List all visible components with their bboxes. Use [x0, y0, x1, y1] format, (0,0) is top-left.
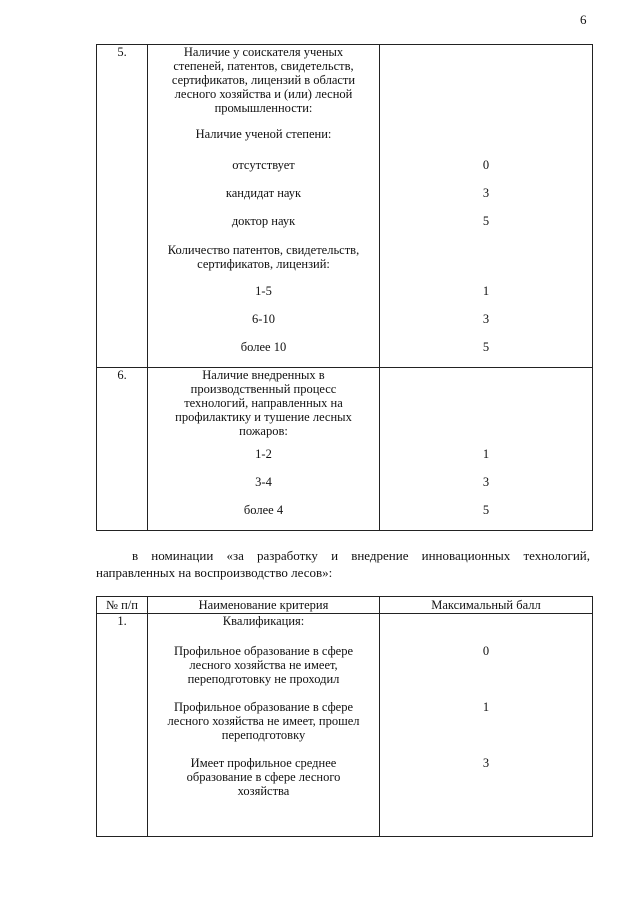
- criterion-cell: [148, 614, 380, 837]
- title-line: Наличие внедренных в: [202, 368, 325, 382]
- option-label: 6-10: [252, 312, 275, 326]
- option-score: 1: [482, 447, 490, 461]
- criterion-cell: [148, 368, 380, 531]
- item-line: лесного хозяйства не имеет, прошел: [167, 714, 360, 728]
- option-score: 5: [482, 340, 490, 354]
- title-line: сертификатов, лицензий в области: [171, 73, 356, 87]
- item-score: 3: [482, 756, 490, 770]
- title-line: промышленности:: [214, 101, 313, 115]
- criterion-item: [148, 756, 379, 798]
- option-score: 1: [482, 284, 490, 298]
- criterion-title: [148, 45, 379, 117]
- item-line: переподготовку не проходил: [187, 672, 340, 686]
- option-label: отсутствует: [232, 158, 295, 172]
- title-line: технологий, направленных на: [184, 396, 343, 410]
- item-score: 1: [482, 700, 490, 714]
- option-label: 1-5: [255, 284, 272, 298]
- item-line: переподготовку: [221, 728, 306, 742]
- item-line: образование в сфере лесного: [186, 770, 341, 784]
- table-row: [97, 45, 593, 368]
- option-score: 3: [482, 186, 490, 200]
- option-score: 0: [482, 158, 490, 172]
- option-score: 5: [482, 214, 490, 228]
- option-label: более 4: [243, 503, 284, 517]
- title-line: профилактику и тушение лесных: [175, 410, 352, 424]
- item-line: Профильное образование в сфере: [173, 644, 354, 658]
- title-line: степеней, патентов, свидетельств,: [173, 59, 354, 73]
- title-line: пожаров:: [239, 424, 288, 438]
- row-number: 6.: [97, 368, 148, 531]
- criterion-title: Квалификация:: [222, 614, 305, 628]
- table-row: [97, 614, 593, 837]
- item-line: Имеет профильное среднее: [190, 756, 337, 770]
- nomination-paragraph: в номинации «за разработку и внедрение инновационных технологий, направленных на воспроизводство лесов»:: [96, 548, 590, 580]
- criterion-item: [148, 644, 379, 700]
- row-number: 5.: [97, 45, 148, 368]
- option-score: 5: [482, 503, 490, 517]
- score-cell: [380, 45, 593, 368]
- option-label: более 10: [240, 340, 287, 354]
- header-number: № п/п: [97, 597, 148, 614]
- subheading: [148, 235, 379, 277]
- subheading-line: сертификатов, лицензий:: [197, 257, 330, 271]
- score-cell: [380, 614, 593, 837]
- option-label: кандидат наук: [225, 186, 302, 200]
- row-number: 1.: [97, 614, 148, 837]
- score-cell: [380, 368, 593, 531]
- page-number: 6: [580, 12, 587, 27]
- item-line: хозяйства: [237, 784, 290, 798]
- criterion-title: [148, 368, 379, 440]
- criterion-cell: [148, 45, 380, 368]
- header-max-score: Максимальный балл: [380, 597, 593, 614]
- item-line: лесного хозяйства не имеет,: [189, 658, 338, 672]
- option-label: доктор наук: [231, 214, 296, 228]
- criteria-table-2: [96, 596, 593, 837]
- option-label: 1-2: [255, 447, 272, 461]
- option-score: 3: [482, 475, 490, 489]
- item-line: Профильное образование в сфере: [173, 700, 354, 714]
- title-line: производственный процесс: [190, 382, 337, 396]
- option-score: 3: [482, 312, 490, 326]
- title-line: Наличие у соискателя ученых: [183, 45, 344, 59]
- option-label: 3-4: [255, 475, 272, 489]
- criteria-table-1: [96, 44, 593, 531]
- table-row: [97, 368, 593, 531]
- criterion-item: [148, 700, 379, 756]
- title-line: лесного хозяйства и (или) лесной: [174, 87, 353, 101]
- header-criterion: Наименование критерия: [148, 597, 380, 614]
- subheading: Наличие ученой степени:: [195, 127, 332, 141]
- subheading-line: Количество патентов, свидетельств,: [167, 243, 360, 257]
- table-header-row: [97, 597, 593, 614]
- item-score: 0: [482, 644, 490, 658]
